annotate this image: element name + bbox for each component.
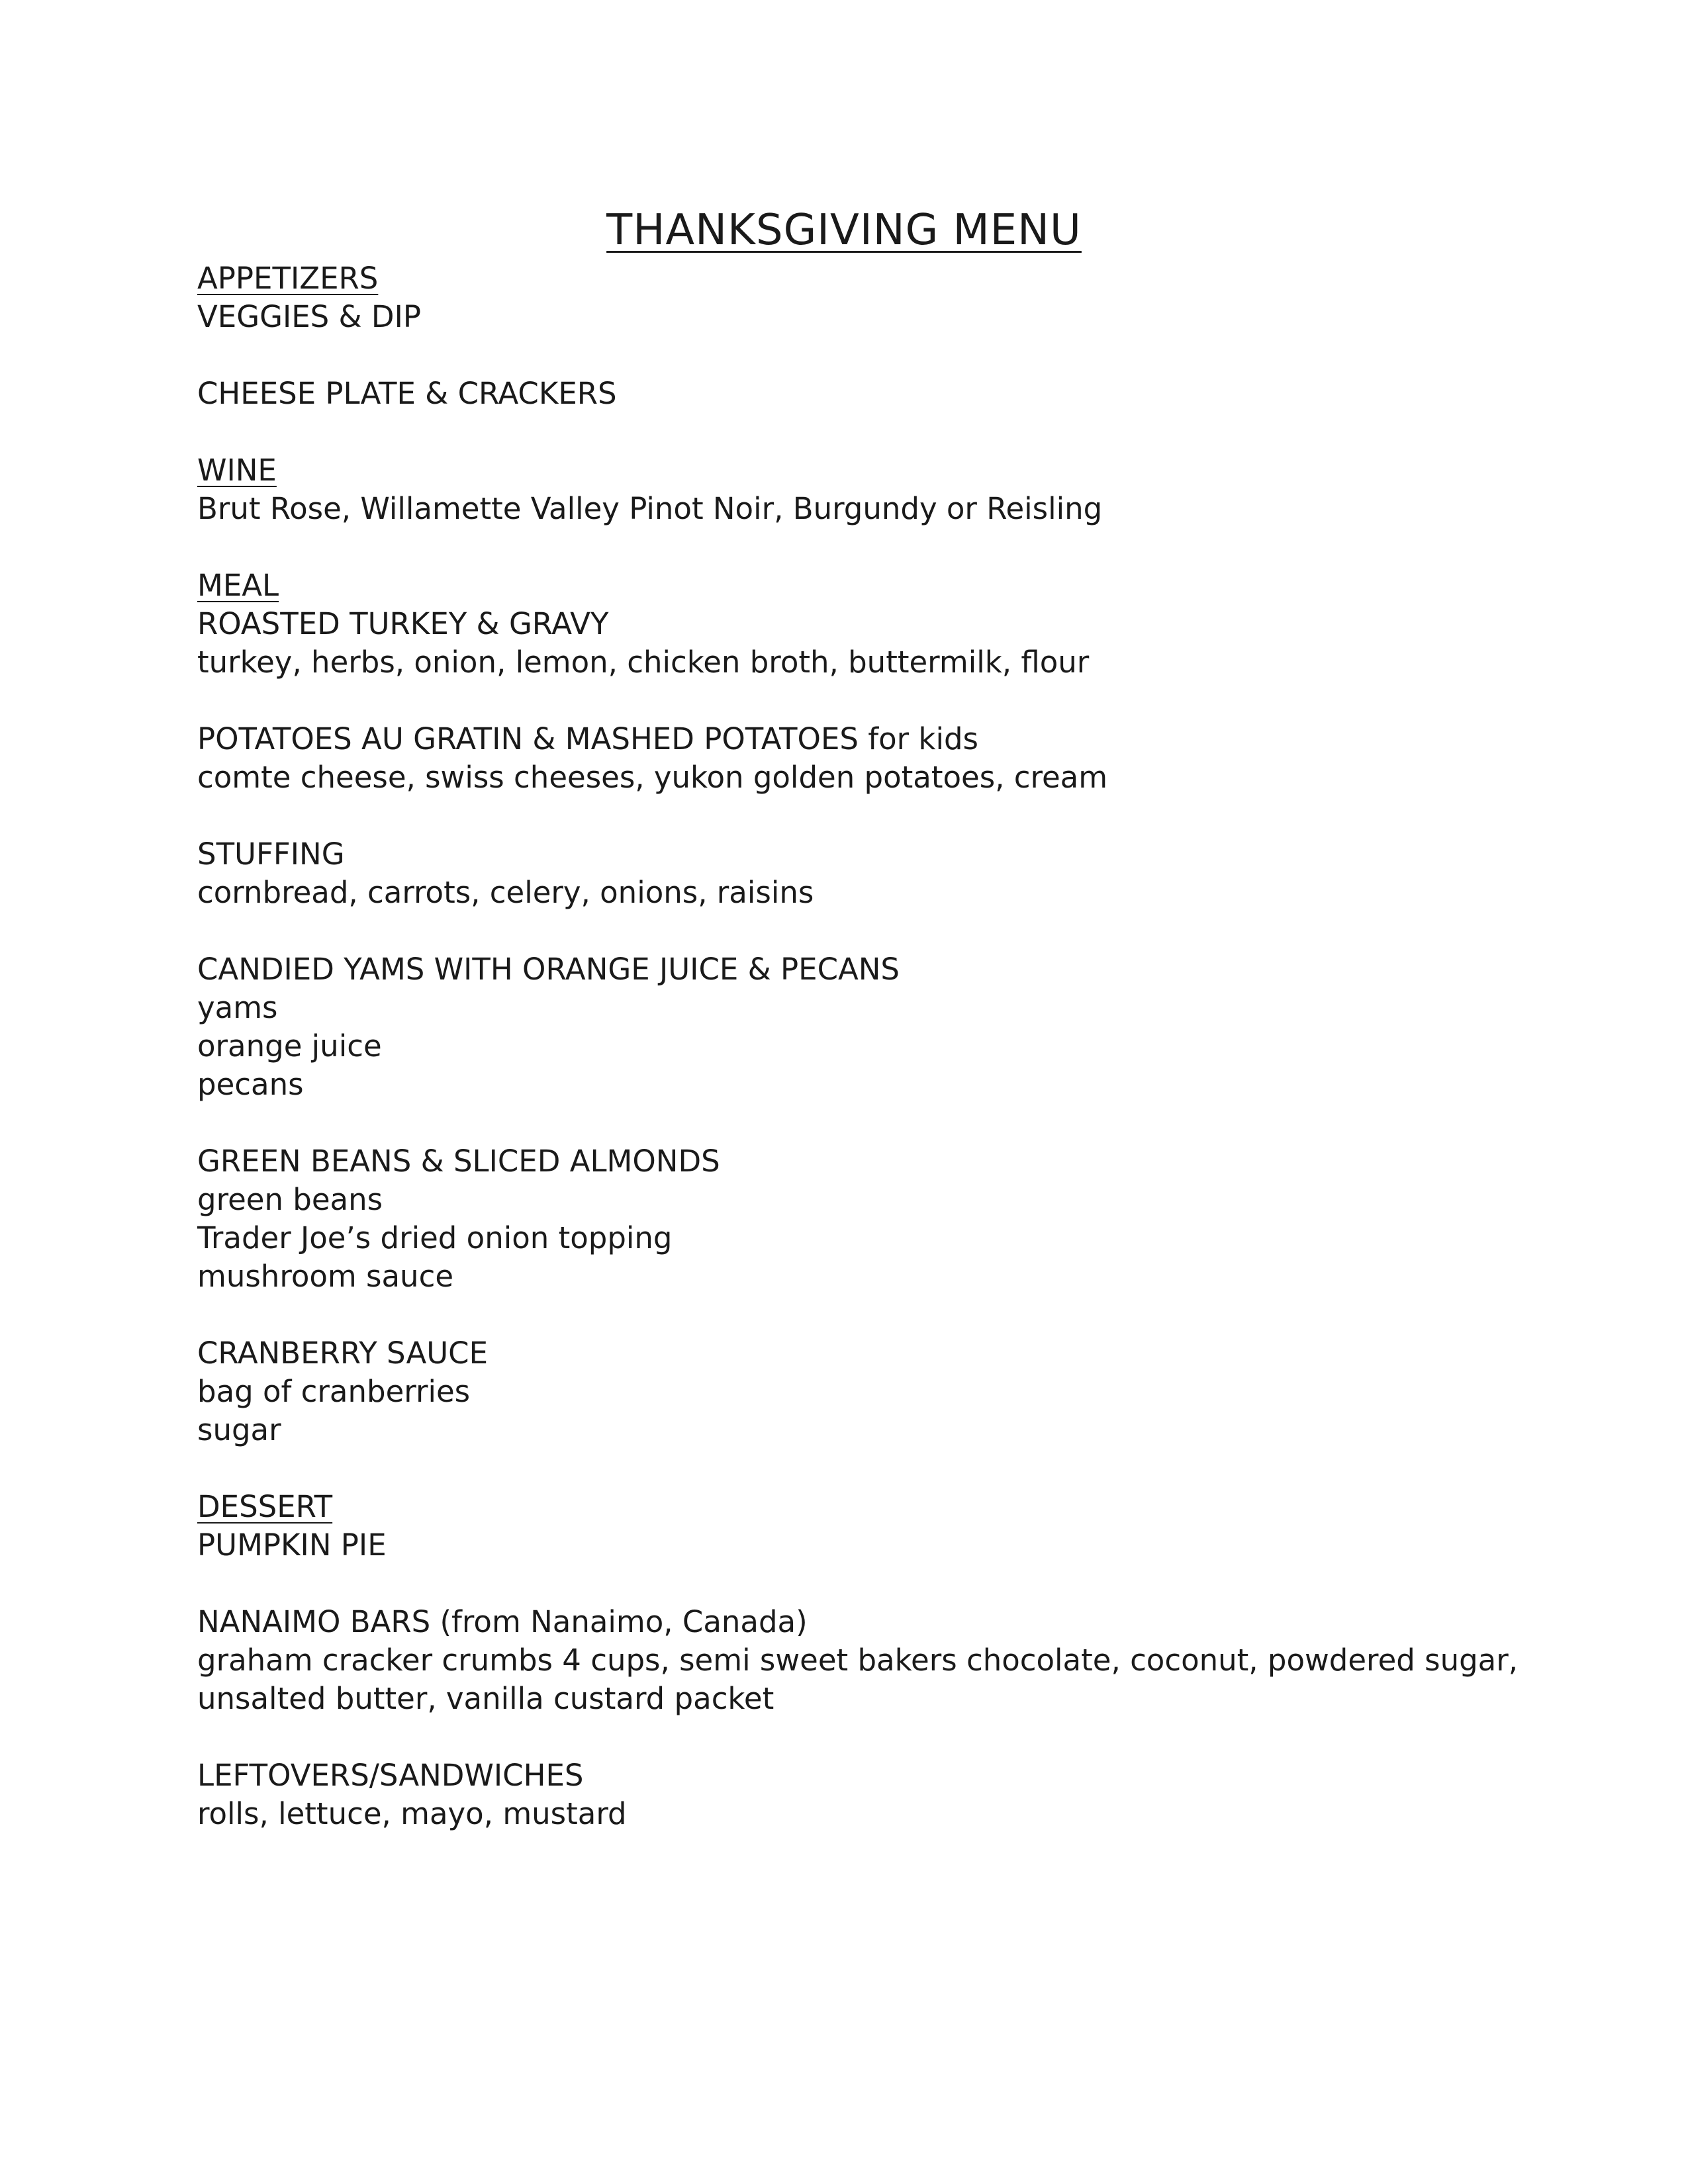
menu-item-yams: CANDIED YAMS WITH ORANGE JUICE & PECANS (197, 952, 900, 987)
ingredient-sugar: sugar (197, 1412, 281, 1447)
menu-item-pumpkin-pie: PUMPKIN PIE (197, 1527, 387, 1563)
menu-item-cheese-plate: CHEESE PLATE & CRACKERS (197, 376, 617, 411)
section-heading-appetizers: APPETIZERS (197, 261, 379, 296)
ingredient-pecans: pecans (197, 1067, 304, 1102)
spacer (197, 413, 1495, 451)
page-title (0, 204, 1688, 257)
spacer (197, 1718, 1495, 1756)
section-heading-meal: MEAL (197, 568, 279, 603)
menu-item-veggies-dip: VEGGIES & DIP (197, 299, 421, 334)
section-heading-wine: WINE (197, 453, 277, 488)
page-title-text: THANKSGIVING MENU (606, 206, 1082, 255)
spacer (197, 682, 1495, 720)
ingredients-nanaimo-1: graham cracker crumbs 4 cups, semi sweet bakers chocolate, coconut, powdered sugar, (197, 1643, 1519, 1678)
spacer (197, 1296, 1495, 1334)
ingredient-orange-juice: orange juice (197, 1028, 382, 1064)
menu-item-stuffing: STUFFING (197, 837, 345, 872)
spacer (197, 1104, 1495, 1142)
ingredient-cranberries: bag of cranberries (197, 1374, 471, 1409)
spacer (197, 528, 1495, 567)
menu-item-nanaimo-bars: NANAIMO BARS (from Nanaimo, Canada) (197, 1604, 808, 1639)
ingredient-onion-topping: Trader Joe’s dried onion topping (197, 1220, 673, 1255)
menu-content (197, 259, 1519, 1833)
menu-item-turkey: ROASTED TURKEY & GRAVY (197, 606, 609, 641)
menu-item-cranberry-sauce: CRANBERRY SAUCE (197, 1336, 489, 1371)
ingredient-green-beans: green beans (197, 1182, 383, 1217)
spacer (197, 1449, 1495, 1488)
ingredients-potatoes: comte cheese, swiss cheeses, yukon golden potatoes, cream (197, 760, 1108, 795)
spacer (197, 336, 1495, 375)
ingredients-nanaimo-2: unsalted butter, vanilla custard packet (197, 1681, 774, 1716)
section-heading-dessert: DESSERT (197, 1489, 333, 1524)
wine-list: Brut Rose, Willamette Valley Pinot Noir, Burgundy or Reisling (197, 491, 1103, 526)
spacer (197, 1565, 1495, 1603)
menu-item-potatoes: POTATOES AU GRATIN & MASHED POTATOES for kids (197, 721, 978, 756)
ingredient-yams: yams (197, 990, 278, 1025)
menu-item-leftovers: LEFTOVERS/SANDWICHES (197, 1758, 584, 1793)
spacer (197, 797, 1495, 835)
ingredient-mushroom-sauce: mushroom sauce (197, 1259, 454, 1294)
ingredients-turkey: turkey, herbs, onion, lemon, chicken broth, buttermilk, flour (197, 645, 1090, 680)
menu-item-green-beans: GREEN BEANS & SLICED ALMONDS (197, 1144, 720, 1179)
ingredients-leftovers: rolls, lettuce, mayo, mustard (197, 1796, 627, 1831)
spacer (197, 912, 1495, 950)
ingredients-stuffing: cornbread, carrots, celery, onions, raisins (197, 875, 814, 910)
